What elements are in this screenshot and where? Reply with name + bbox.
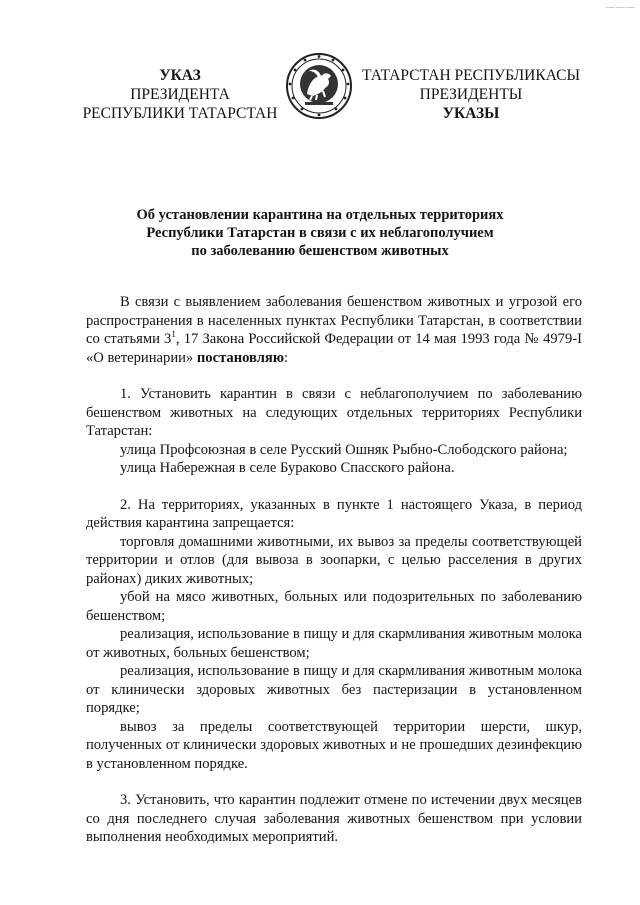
preamble-keyword: постановляю <box>196 349 284 366</box>
header-right-line1: ТАТАРСТАН РЕСПУБЛИКАСЫ <box>362 67 580 84</box>
preamble-paragraph <box>86 293 582 367</box>
title-line2: Республики Татарстан в связи с их неблагополучием <box>146 225 494 241</box>
header-right-line2: ПРЕЗИДЕНТЫ <box>419 86 523 103</box>
header-right <box>362 66 580 123</box>
item3-paragraph: 3. Установить, что карантин подлежит отмене по истечении двух месяцев со дня последнего случая заболевания животных бешенством при условии выполнения необходимых мероприятий. <box>86 792 582 845</box>
item2-list-item: торговля домашними животными, их вывоз за пределы соответствующей территории и отлов (для вывоза в зоопарки, с целью расселения в других районах) диких животных; <box>86 533 582 587</box>
header-left-line2: ПРЕЗИДЕНТА <box>130 86 230 103</box>
item2-list-item: вывоз за пределы соответствующей территории шерсти, шкур, полученных от клинически здоровых животных и не прошедших дезинфекцию в установленном порядке. <box>86 718 582 772</box>
header-right-line3: УКАЗЫ <box>442 105 500 122</box>
document-body <box>86 293 582 847</box>
item1-list-item: улица Профсоюзная в селе Русский Ошняк Рыбно-Слободского района; <box>120 441 568 458</box>
item1-list-item: улица Набережная в селе Бураково Спасского района. <box>120 460 455 476</box>
header-left <box>80 66 280 123</box>
preamble-text2: , 17 Закона Российской Федерации от 14 мая 1993 года № 4979-I «О ветеринарии» <box>86 331 582 366</box>
item2-list-item: убой на мясо животных, больных или подозрительных по заболеванию бешенством; <box>86 589 582 624</box>
corner-mark: ——— <box>606 2 636 12</box>
coat-of-arms-emblem-icon <box>285 52 353 120</box>
item2-paragraph: 2. На территориях, указанных в пункте 1 настоящего Указа, в период действия карантина запрещается: <box>86 496 582 531</box>
document-title <box>90 206 550 260</box>
preamble-sup: 1 <box>171 329 176 340</box>
item2-list-item: реализация, использование в пищу и для скармливания животным молока от клинически здоровых животных без пастеризации в установленном порядке; <box>86 663 582 716</box>
item1-paragraph: 1. Установить карантин в связи с неблагополучием по заболеванию бешенством животных на следующих отдельных территориях Республики Татарстан: <box>86 386 582 439</box>
preamble-end: : <box>283 349 289 366</box>
item2-list-item: реализация, использование в пищу и для скармливания животным молока от животных, больных бешенством; <box>86 626 582 661</box>
title-line1: Об установлении карантина на отдельных территориях <box>136 207 504 223</box>
preamble-text: В связи с выявлением заболевания бешенством животных и угрозой его распространения в населенных пунктах Республики Татарстан, в соответствии со статьями 3 <box>86 294 582 347</box>
header-left-line1: УКАЗ <box>159 67 201 84</box>
title-line3: по заболеванию бешенством животных <box>191 243 449 259</box>
header-left-line3: РЕСПУБЛИКИ ТАТАРСТАН <box>82 105 278 122</box>
